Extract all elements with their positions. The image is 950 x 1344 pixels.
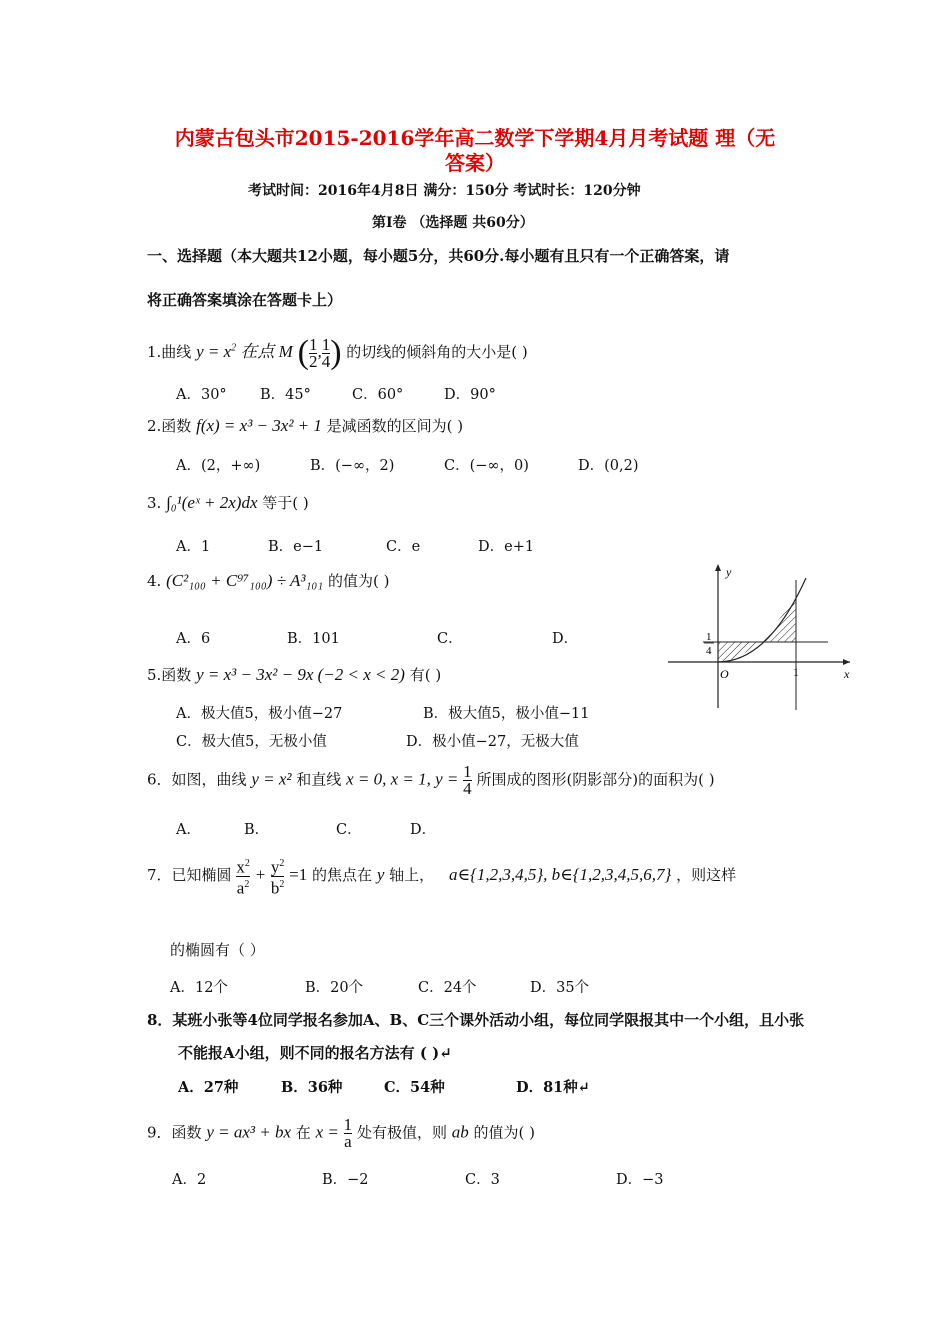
q1-point-y: $\frac{1}{4}$: [321, 334, 331, 371]
q4-equation: (C²₁₀₀ + C⁹⁷₁₀₀) ÷ A³₁₀₁: [166, 571, 324, 590]
shaded-region-right: [758, 598, 796, 642]
q8-option-a: A．27种: [178, 1079, 239, 1096]
q9-equation: y = ax³ + bx: [206, 1122, 292, 1142]
q9-suffix2: 的值为( ): [473, 1123, 535, 1142]
question-3: [147, 492, 309, 513]
doc-title-line1: 内蒙古包头市2015-2016学年高二数学下学期4月月考试题 理（无: [174, 126, 776, 150]
q3-option-d: D．e+1: [478, 539, 535, 555]
q7-mid2: 轴上，: [389, 866, 435, 885]
q9-ab: ab: [451, 1122, 469, 1142]
q8-option-c: C．54种: [384, 1079, 445, 1096]
q1-option-c: C．60°: [352, 387, 404, 403]
q9-suffix: 处有极值，则: [356, 1123, 447, 1142]
q6-mid: 和直线: [296, 770, 342, 789]
q7-axis: y: [376, 865, 385, 885]
q7-line2: 的椭圆有（ ）: [170, 941, 265, 959]
question-6: [147, 764, 715, 797]
q9-option-b: B．−2: [322, 1172, 369, 1188]
tick-y-den: 4: [706, 645, 712, 657]
q9-x-eq: x =: [315, 1122, 339, 1142]
q4-option-a: A．6: [176, 631, 211, 647]
q7-option-b: B．20个: [305, 980, 364, 996]
question-1: 1.曲线 $y = x^2$ 在点 M ( $\frac{1}{2}$ , $\frac{1}{4}$ ) 的切线的倾斜角的大小是( ): [147, 334, 528, 371]
q6-fraction: $\frac{1}{4}$: [463, 762, 472, 798]
y-axis-label: y: [726, 565, 732, 579]
origin-label: O: [720, 667, 729, 681]
q7-sets: a∈{1,2,3,4,5}, b∈{1,2,3,4,5,6,7}: [448, 865, 672, 885]
q5-equation: y = x³ − 3x² − 9x (−2 < x < 2): [196, 665, 405, 684]
q3-equation: ∫₀¹(eˣ + 2x)dx: [166, 493, 258, 512]
volume-heading: 第Ⅰ卷 （选择题 共60分）: [372, 215, 534, 231]
q2-option-b: B．(−∞，2): [310, 458, 395, 474]
x-axis-label: x: [844, 667, 850, 681]
q9-mid: 在: [295, 1123, 311, 1142]
question-8-line2: 不能报A小组，则不同的报名方法有 ( )↵: [178, 1044, 452, 1062]
question-7: 7．已知椭圆 $\frac{x^2}{a^2}$ + $\frac{y^2}{b^2}$ =1 的焦点在 y 轴上， a∈{1,2,3,4,5}, b∈{1,2,3,4,5,6,7} ，则这样: [147, 857, 737, 898]
q8-option-d: D．81种↵: [516, 1079, 590, 1096]
section-instruction-line2: 将正确答案填涂在答题卡上）: [147, 291, 343, 309]
question-5: [147, 664, 441, 685]
q1-suffix: 的切线的倾斜角的大小是( ): [346, 343, 528, 361]
q1-point-x: $\frac{1}{2}$: [308, 334, 318, 371]
q7-option-d: D．35个: [530, 980, 590, 996]
q1-option-b: B．45°: [260, 387, 311, 403]
q2-prefix: 2.函数: [147, 417, 192, 435]
q5-suffix: 有( ): [409, 666, 442, 684]
q7-option-c: C．24个: [418, 980, 477, 996]
q2-option-a: A．(2，+∞): [176, 458, 261, 474]
q6-suffix: 所围成的图形(阴影部分)的面积为( ): [476, 770, 715, 789]
q5-option-a: A．极大值5，极小值−27: [176, 706, 343, 722]
q9-prefix: 9．函数: [147, 1123, 202, 1142]
q6-curve: y = x²: [251, 769, 292, 789]
q7-ellipse-x: $\frac{x^2}{a^2}$: [236, 857, 250, 898]
q1-option-a: A．30°: [176, 387, 227, 403]
q2-suffix: 是减函数的区间为( ): [326, 417, 464, 435]
q4-option-c: C．: [437, 631, 463, 647]
tick-y-num: 1: [706, 631, 712, 643]
q4-option-b: B．101: [287, 631, 340, 647]
q4-suffix: 的值为( ): [327, 572, 390, 590]
q9-fraction: $\frac{1}{a}$: [343, 1115, 353, 1151]
q3-option-a: A．1: [176, 539, 211, 555]
q3-option-b: B．e−1: [268, 539, 324, 555]
q1-equation: $y = x^2$ 在点 M: [196, 342, 293, 361]
section-instruction-line1: 一、选择题（本大题共12小题，每小题5分，共60分.每小题有且只有一个正确答案，请: [147, 247, 730, 265]
q7-mid: 的焦点在: [312, 866, 373, 885]
q6-lines: x = 0, x = 1, y =: [346, 769, 459, 789]
q4-option-d: D．: [552, 631, 579, 647]
q1-prefix: 1.曲线: [147, 343, 192, 361]
q9-option-a: A．2: [172, 1172, 207, 1188]
q7-prefix: 7．已知椭圆: [147, 866, 232, 885]
q7-ellipse-y: $\frac{y^2}{b^2}$: [270, 857, 285, 898]
q5-option-b: B．极大值5，极小值−11: [423, 706, 590, 722]
q3-suffix: 等于( ): [262, 494, 309, 512]
exam-info: 考试时间：2016年4月8日 满分：150分 考试时长：120分钟: [248, 183, 641, 199]
q6-option-b: B．: [244, 822, 270, 838]
question-9: [147, 1117, 535, 1150]
q8-option-b: B．36种: [281, 1079, 343, 1096]
q7-option-a: A．12个: [170, 980, 228, 996]
question-8-line1: 8．某班小张等4位同学报名参加A、B、C三个课外活动小组，每位同学限报其中一个小组，且小张: [147, 1011, 805, 1029]
q9-option-d: D．−3: [616, 1172, 664, 1188]
tick-x-one: 1: [793, 665, 799, 679]
q2-option-d: D．(0,2): [578, 458, 639, 474]
q2-equation: f(x) = x³ − 3x² + 1: [196, 416, 322, 435]
q1-option-d: D．90°: [444, 387, 496, 403]
q5-option-c: C．极大值5，无极小值: [176, 734, 327, 750]
q5-option-d: D．极小值−27，无极大值: [406, 734, 579, 750]
q6-figure: [668, 560, 858, 710]
q5-prefix: 5.函数: [147, 666, 192, 684]
q2-option-c: C．(−∞，0): [444, 458, 529, 474]
doc-title-line2: 答案）: [445, 151, 505, 175]
q9-option-c: C．3: [465, 1172, 500, 1188]
q7-suffix: ，则这样: [676, 866, 737, 885]
question-2: [147, 415, 463, 436]
q6-prefix: 6．如图，曲线: [147, 770, 247, 789]
q3-option-c: C．e: [386, 539, 421, 555]
q6-option-d: D．: [410, 822, 437, 838]
q4-prefix: 4.: [147, 572, 162, 590]
q3-prefix: 3.: [147, 494, 162, 512]
question-4: [147, 570, 389, 591]
q6-option-a: A．: [176, 822, 201, 838]
q6-option-c: C．: [336, 822, 362, 838]
